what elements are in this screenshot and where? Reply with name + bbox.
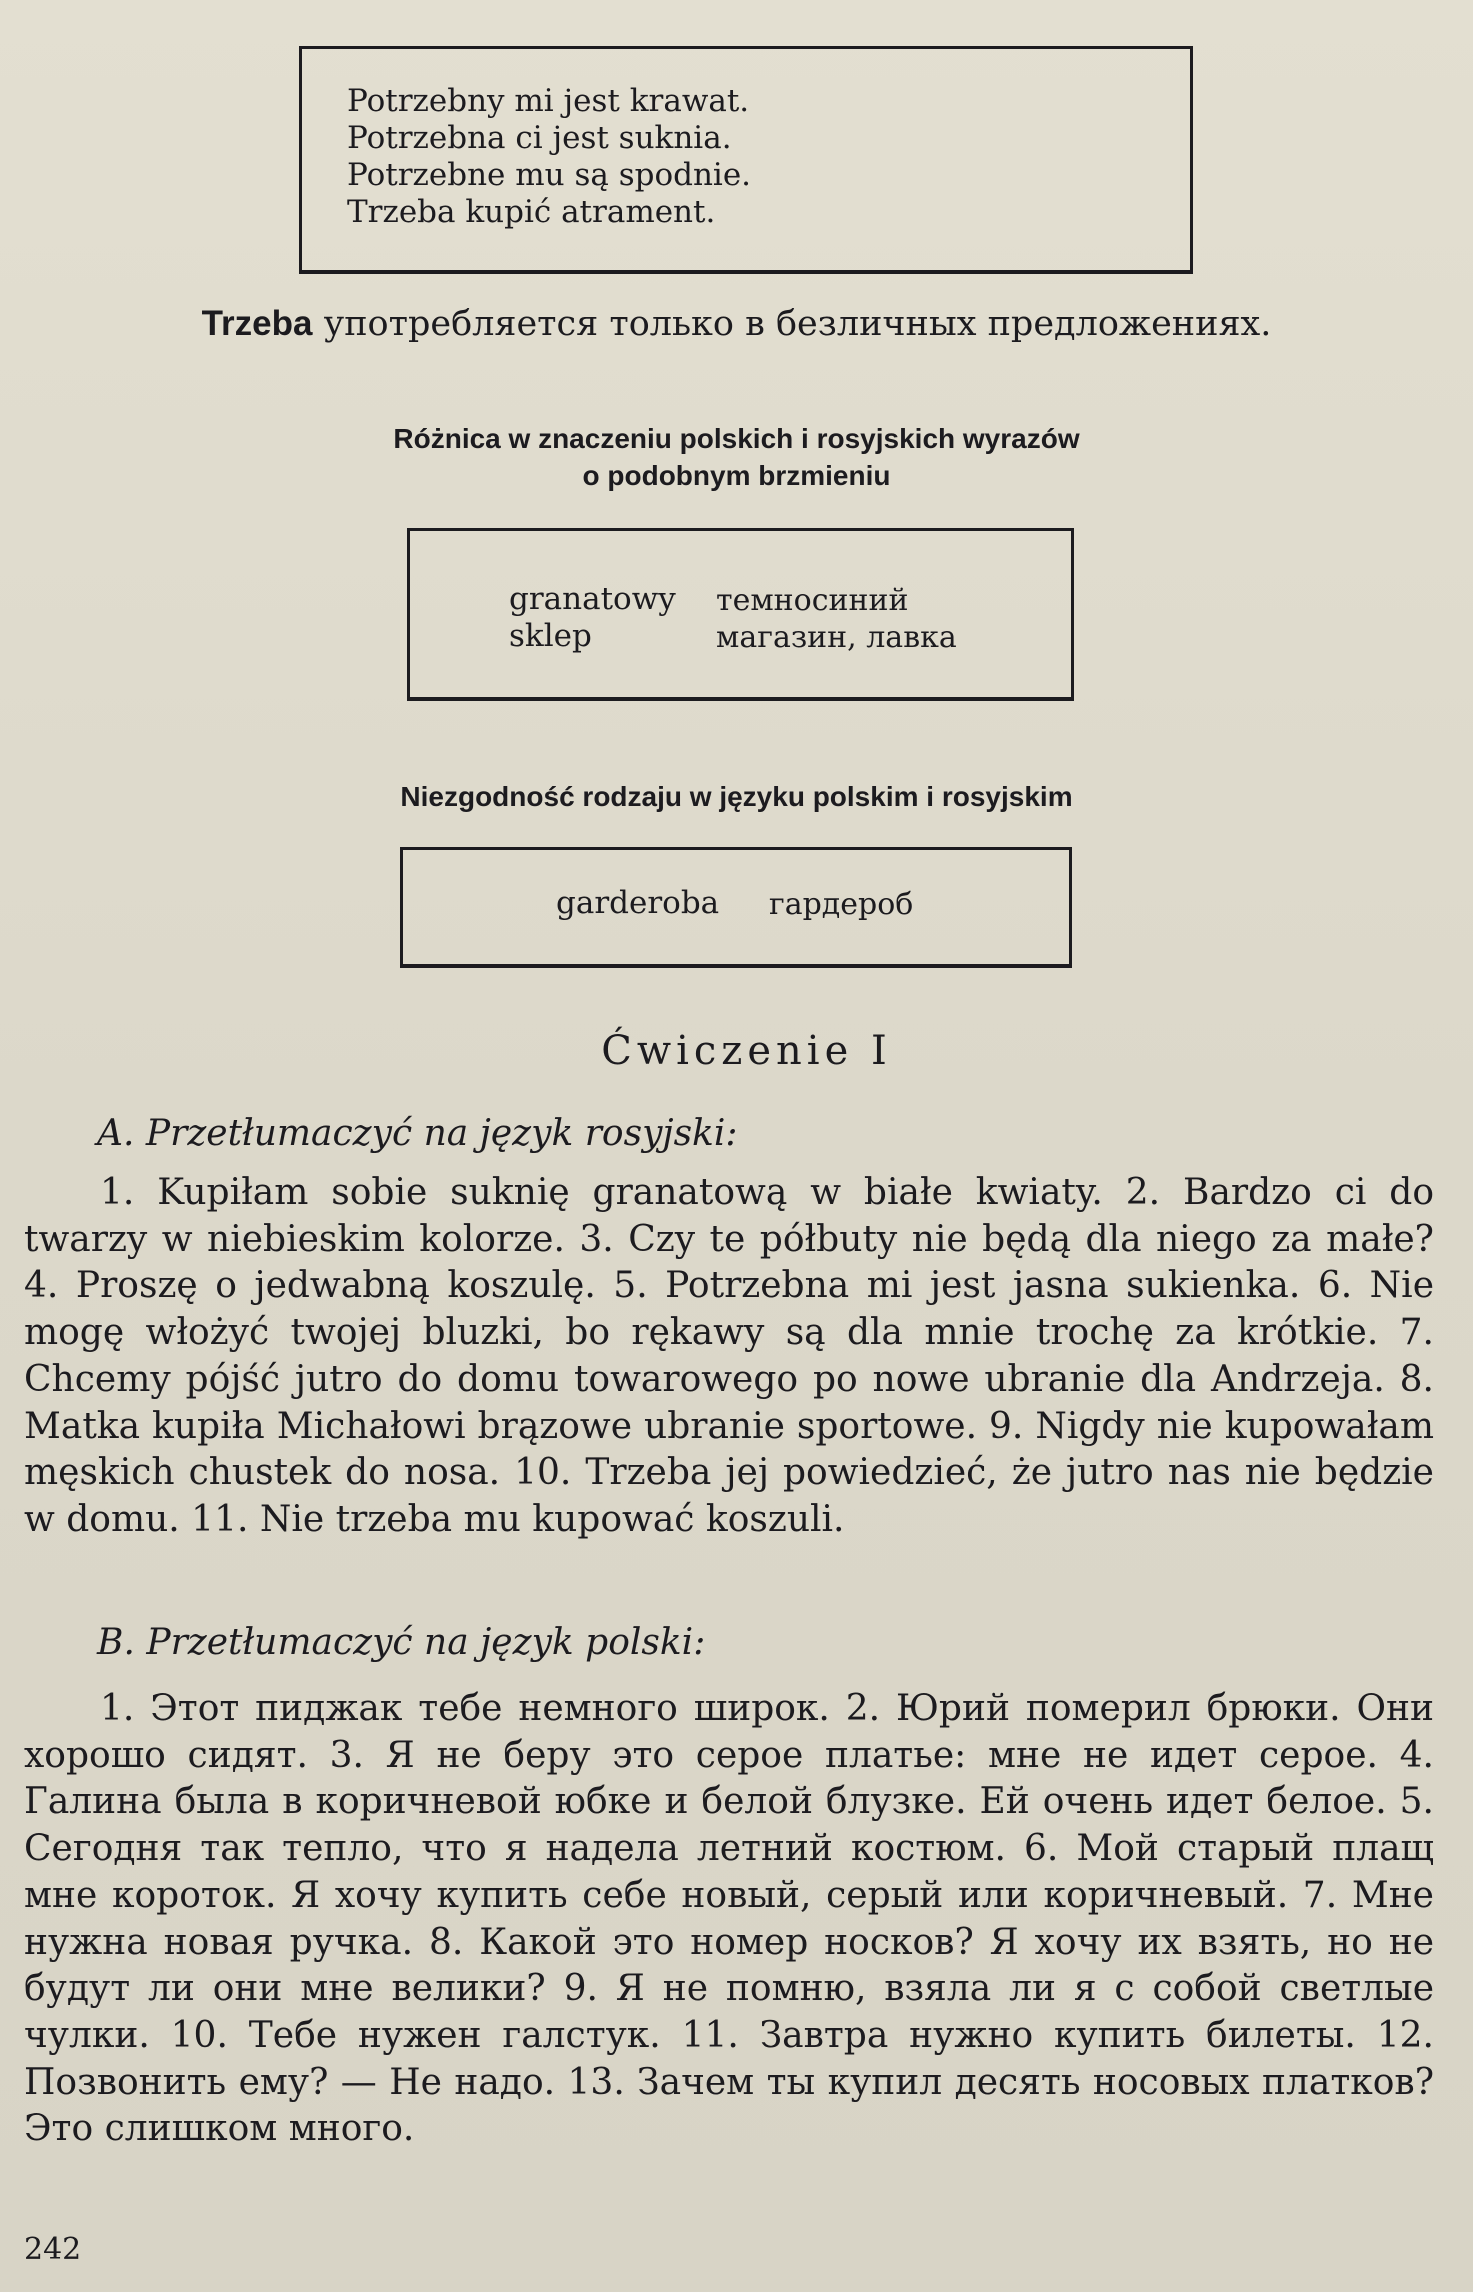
gender-section-title: Niezgodność rodzaju w języku polskim i rosyjskim <box>400 781 1073 812</box>
gender-vocab-box <box>400 847 1072 968</box>
potrzebny-examples-box <box>299 46 1193 274</box>
example-line: Potrzebna ci jest suknia. <box>347 120 732 156</box>
vocab-polish-word: granatowy <box>509 581 676 617</box>
vocab-russian-word: темносиний <box>716 583 909 618</box>
difference-title-line1: Różnica w znaczeniu polskich i rosyjskich wyrazów <box>393 423 1080 454</box>
exercise-b-text: 1. Этот пиджак тебе немного широк. 2. Юрий померил брюки. Они хорошо сидят. 3. Я не беру это серое платье: мне не идет серое. 4. Галина была в коричневой юбке и белой блузке. Ей очень идет белое. 5. Сегодня так тепло, что я надела летний костюм. 6. Мой старый плащ мне короток. Я хочу купить себе новый, серый или коричневый. 7. Мне нужна новая ручка. 8. Какой это номер носков? Я хочу их взять, но не будут ли они мне велики? 9. Я не помню, взяла ли я с собой светлые чулки. 10. Тебе нужен галстук. 11. Завтра нужно купить билеты. 12. Позвонить ему? — Не надо. 13. Зачем ты купил десять носовых платков? Это слишком много. <box>24 1688 1434 2150</box>
difference-vocab-box <box>407 528 1074 701</box>
example-line: Trzeba kupić atrament. <box>347 194 716 230</box>
exercise-a-text: 1. Kupiłam sobie suknię granatową w białe kwiaty. 2. Bardzo ci do twarzy w niebieskim kolorze. 3. Czy te półbuty nie będą dla niego za małe? 4. Proszę o jedwabną koszulę. 5. Potrzebna mi jest jasna sukienka. 6. Nie mogę włożyć twojej bluzki, bo rękawy są dla mnie trochę za krótkie. 7. Chcemy pójść jutro do domu towarowego po nowe ubranie dla Andrzeja. 8. Matka kupiła Michałowi brązowe ubranie sportowe. 9. Nigdy nie kupowałam męskich chustek do nosa. 10. Trzeba jej powiedzieć, że jutro nas nie będzie w domu. 11. Nie trzeba mu kupować koszuli. <box>24 1172 1434 1540</box>
task-b-instruction: B. Przetłumaczyć na język polski: <box>97 1622 706 1663</box>
difference-title-line2: o podobnym brzmieniu <box>582 460 891 491</box>
example-line: Potrzebne mu są spodnie. <box>347 157 752 193</box>
example-sentences <box>347 83 751 231</box>
page-number: 242 <box>24 2232 82 2267</box>
difference-section-title <box>0 420 1473 494</box>
vocab-russian-word: магазин, лавка <box>716 620 957 655</box>
example-line: Potrzebny mi jest krawat. <box>347 83 750 119</box>
trzeba-explanation: употребляется только в безличных предложениях. <box>312 304 1272 344</box>
vocab-polish-word: garderoba <box>556 885 720 921</box>
vocab-russian-word: гардероб <box>769 887 914 922</box>
trzeba-keyword: Trzeba <box>201 304 313 343</box>
exercise-title: Ćwiczenie I <box>601 1028 892 1074</box>
vocab-polish-word: sklep <box>509 618 592 654</box>
task-a-instruction: A. Przetłumaczyć na język rosyjski: <box>97 1113 738 1154</box>
trzeba-note <box>0 304 1473 344</box>
